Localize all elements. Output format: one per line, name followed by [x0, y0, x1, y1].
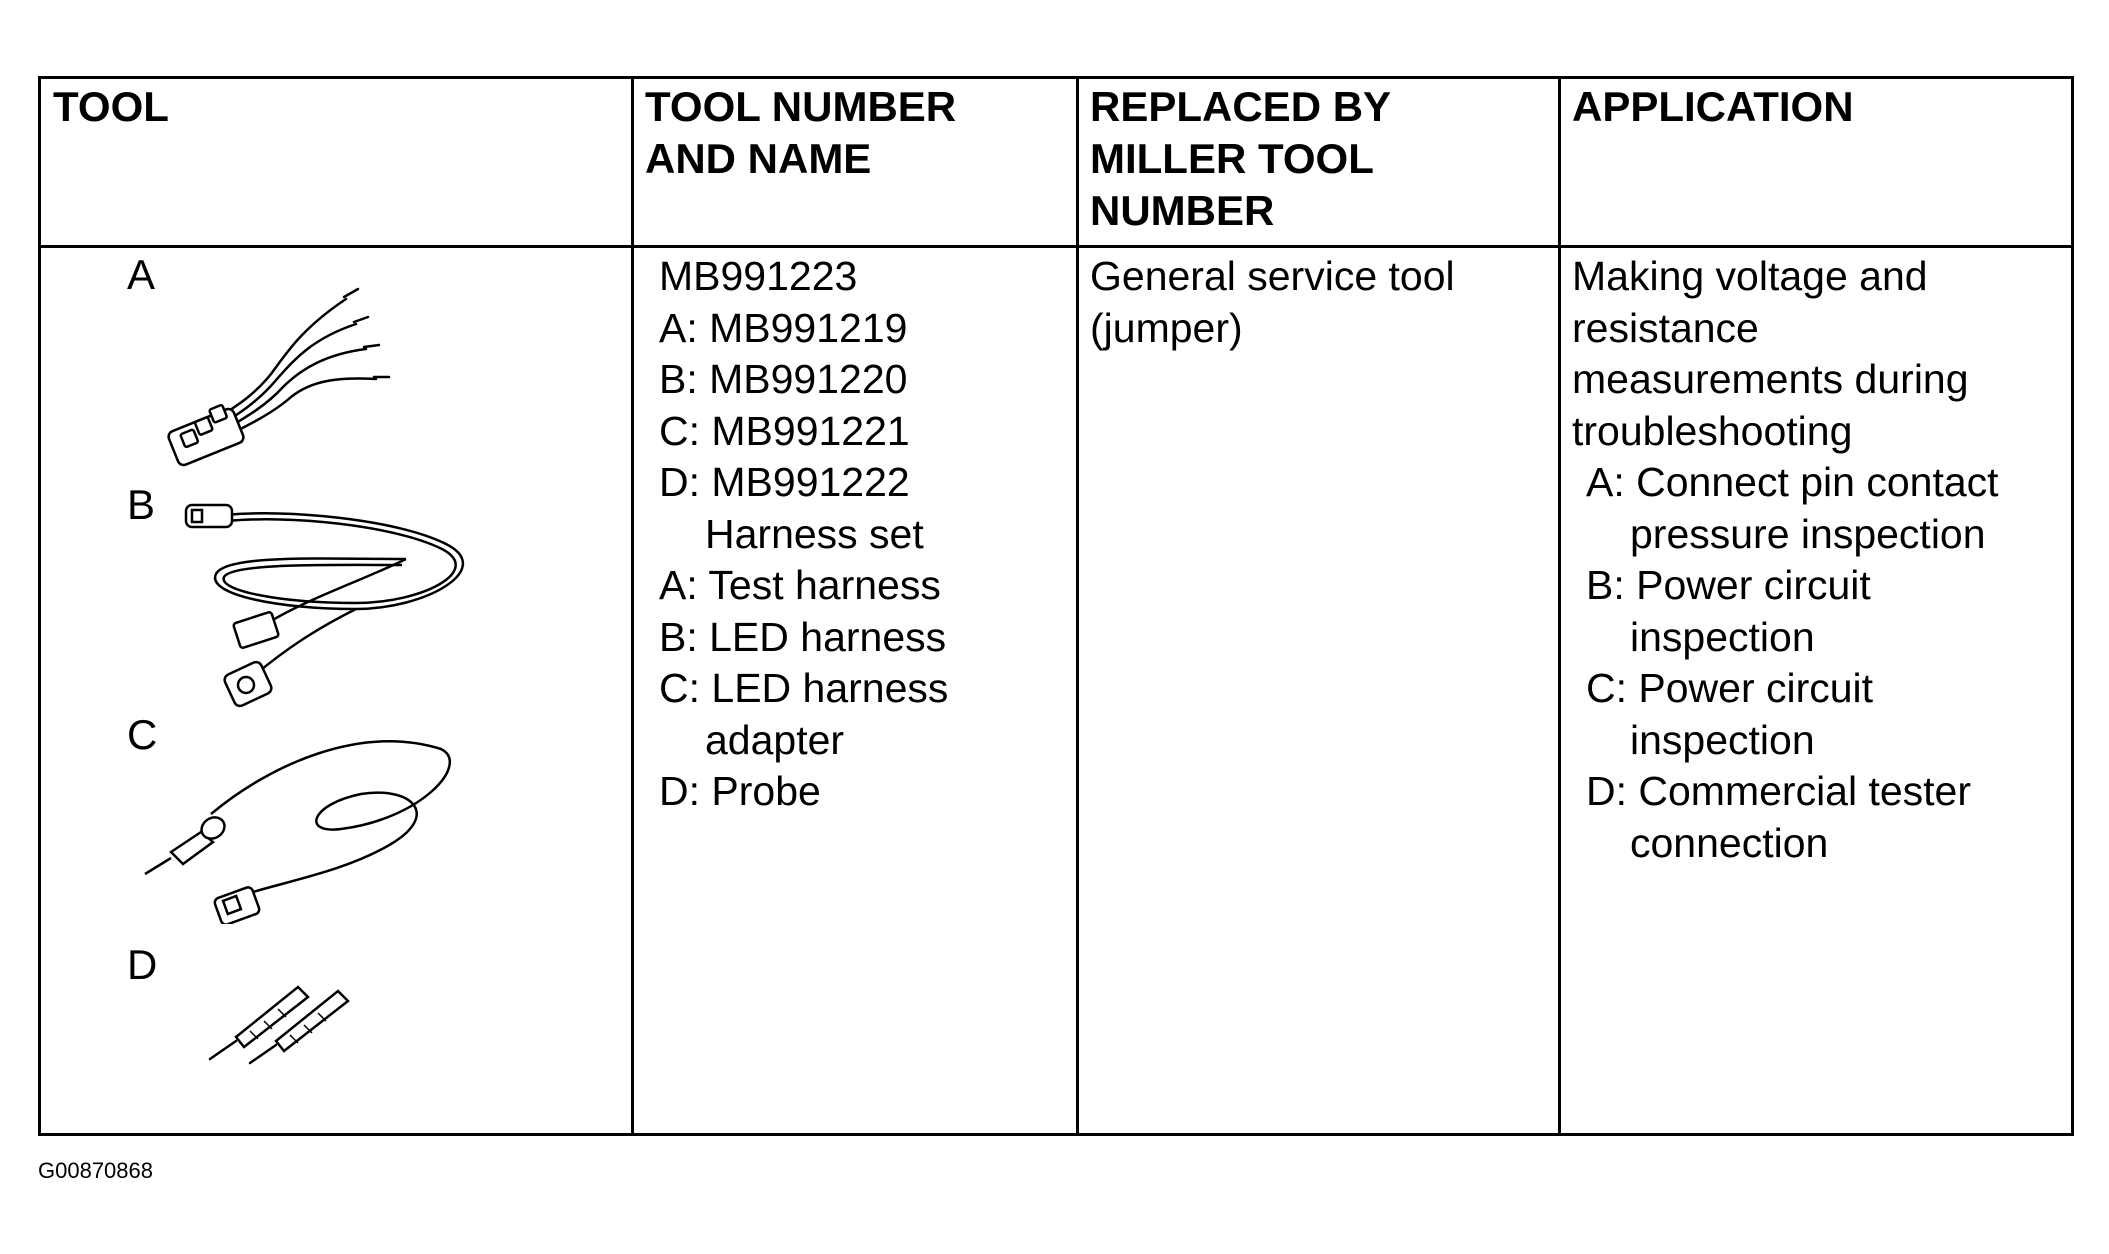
application-cell	[1572, 251, 1999, 869]
tool-number-line: A: MB991219	[659, 304, 908, 351]
application-line: B: Power circuit	[1586, 562, 1871, 608]
tool-letter-a: A	[127, 251, 156, 298]
replaced-by-line: (jumper)	[1090, 304, 1243, 351]
led-harness-illustration	[166, 499, 486, 714]
application-line: connection	[1630, 819, 1829, 866]
column-divider	[631, 79, 634, 1133]
tool-table	[38, 76, 2074, 1136]
probe-illustration	[206, 959, 406, 1069]
tool-number-line: A: Test harness	[659, 562, 941, 608]
figure-id: G00870868	[38, 1158, 153, 1183]
column-divider	[1558, 79, 1561, 1133]
header-application: APPLICATION	[1572, 83, 1854, 130]
tool-number-line: C: MB991221	[659, 407, 910, 454]
application-line: pressure inspection	[1630, 510, 1986, 557]
header-divider	[41, 245, 2071, 248]
header-tool: TOOL	[53, 83, 169, 130]
tool-letter-d: D	[127, 941, 158, 988]
replaced-by-line: General service tool	[1090, 253, 1455, 299]
tool-number-line: D: MB991222	[659, 459, 910, 505]
test-harness-illustration	[161, 279, 401, 469]
tool-number-line: D: Probe	[659, 768, 821, 814]
tool-letter-c: C	[127, 711, 158, 758]
header-tool-number-and-name: TOOL NUMBER AND NAME	[645, 83, 957, 182]
column-divider	[1076, 79, 1079, 1133]
application-line: inspection	[1630, 613, 1815, 660]
header-replaced-by: REPLACED BY MILLER TOOL NUMBER	[1090, 83, 1392, 234]
tool-number-line: Harness set	[705, 510, 924, 557]
application-line: resistance	[1572, 304, 1759, 351]
tool-number-line: adapter	[705, 716, 845, 763]
application-line: troubleshooting	[1572, 407, 1853, 454]
application-line: C: Power circuit	[1586, 665, 1874, 711]
tool-number-and-name-cell	[659, 251, 948, 818]
application-line: inspection	[1630, 716, 1815, 763]
tool-number-line: B: LED harness	[659, 613, 947, 660]
led-harness-adapter-illustration	[141, 724, 471, 924]
application-line: A: Connect pin contact	[1586, 459, 1999, 505]
application-line: D: Commercial tester	[1586, 768, 1972, 814]
tool-number-line: MB991223	[659, 253, 858, 299]
application-line: measurements during	[1572, 356, 1969, 402]
replaced-by-cell	[1090, 251, 1455, 354]
tool-number-line: C: LED harness	[659, 665, 949, 711]
tool-letter-b: B	[127, 481, 156, 528]
application-line: Making voltage and	[1572, 253, 1928, 299]
tool-number-line: B: MB991220	[659, 356, 908, 402]
